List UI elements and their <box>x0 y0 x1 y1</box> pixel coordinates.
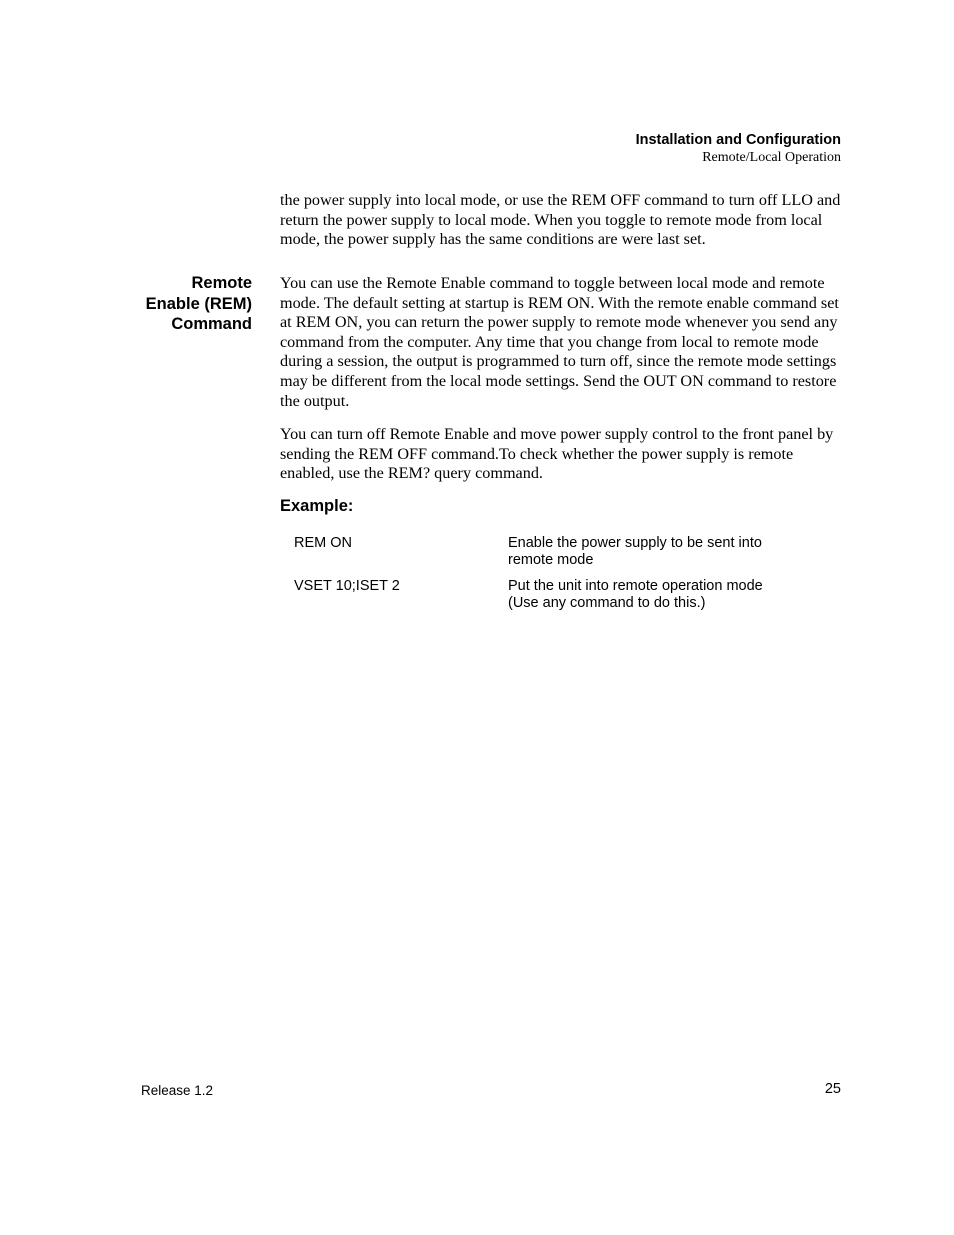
body-paragraph-turn-off: You can turn off Remote Enable and move power supply control to the front panel by sending the REM OFF command.To check whether the power supply is remote enabled, use the REM? query command. <box>280 425 834 483</box>
example-description <box>508 535 793 569</box>
body-paragraph-remote-enable: You can use the Remote Enable command to toggle between local mode and remote mode. The default setting at startup is REM ON. With the remote enable command set at REM ON, you can return the power supply to remote mode whenever you send any command from the computer. Any time that you change from local to remote mode during a session, the output is programmed to turn off, since the remote mode settings may be different from the local mode settings. Send the OUT ON command to restore the output. <box>280 274 839 410</box>
running-header <box>636 131 841 167</box>
example-description <box>508 578 793 612</box>
intro-paragraph: the power supply into local mode, or use the REM OFF command to turn off LLO and return the power supply to local mode. When you toggle to remote mode from local mode, the power supply has the same conditions are were last set. <box>280 191 841 249</box>
release-label: Release 1.2 <box>141 1083 214 1098</box>
section-heading-line: Command <box>171 315 252 333</box>
example-description-line: remote mode <box>508 552 594 568</box>
example-heading: Example: <box>280 497 354 515</box>
section-heading-line: Remote <box>191 274 252 292</box>
example-description-line: (Use any command to do this.) <box>508 595 706 611</box>
example-description-line: Put the unit into remote operation mode <box>508 578 763 594</box>
example-command: REM ON <box>294 535 352 551</box>
example-command: VSET 10;ISET 2 <box>294 578 400 594</box>
chapter-title: Installation and Configuration <box>635 132 841 148</box>
example-description-line: Enable the power supply to be sent into <box>508 535 762 551</box>
page-number: 25 <box>824 1081 841 1097</box>
section-heading-line: Enable (REM) <box>145 294 252 313</box>
section-title: Remote/Local Operation <box>702 150 841 165</box>
section-heading <box>92 273 252 335</box>
